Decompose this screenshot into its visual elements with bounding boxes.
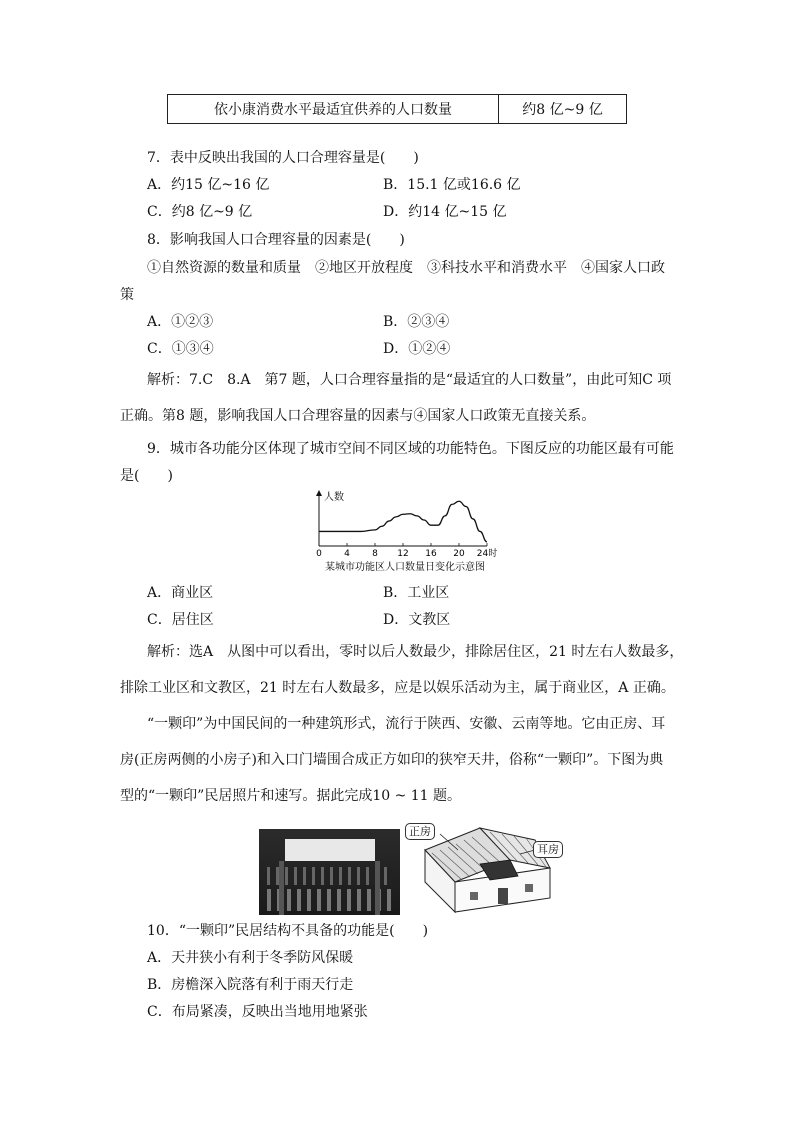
table-label-cell: 依小康消费水平最适宜供养的人口数量	[168, 95, 499, 124]
q9-option-c: C．居住区	[147, 612, 214, 628]
population-table	[167, 94, 627, 124]
label-main-room: 正房	[405, 823, 435, 840]
x-tick-label: 20	[453, 549, 465, 559]
x-tick-label: 24时	[476, 549, 498, 559]
q7-option-a: A．约15 亿~16 亿	[147, 177, 270, 193]
passage-line3: 型的“一颗印”民居照片和速写。据此完成10 ~ 11 题。	[120, 788, 462, 804]
photo-pillar	[375, 861, 380, 915]
q9-stem-line2: 是( )	[120, 468, 173, 484]
q8-factors-line1: ①自然资源的数量和质量 ②地区开放程度 ③科技水平和消费水平 ④国家人口政	[147, 260, 665, 276]
q7-option-c: C．约8 亿~9 亿	[147, 204, 253, 220]
photo-sky	[285, 839, 375, 861]
q9-option-d: D．文教区	[383, 612, 451, 628]
chart-title: 某城市功能区人口数量日变化示意图	[325, 562, 485, 573]
q10-option-c: C．布局紧凑，反映出当地用地紧张	[147, 1004, 368, 1020]
q10-option-b: B．房檐深入院落有利于雨天行走	[147, 977, 354, 993]
q7-option-d: D．约14 亿~15 亿	[383, 204, 507, 220]
q10-stem: 10．“一颗印”民居结构不具备的功能是( )	[147, 923, 429, 939]
analysis2-line1: 解析：选A 从图中可以看出，零时以后人数最少，排除居住区，21 时左右人数最多，	[147, 644, 684, 660]
q9-option-b: B．工业区	[383, 585, 450, 601]
photo-upper-floor	[267, 867, 392, 885]
analysis2-line2: 排除工业区和文教区，21 时左右人数最多，应是以娱乐活动为主，属于商业区，A 正确。	[120, 680, 675, 696]
chart-ticks	[316, 543, 497, 559]
courtyard-photo	[259, 829, 400, 915]
q8-option-a: A．①②③	[147, 314, 214, 330]
x-tick-label: 0	[316, 549, 322, 559]
x-tick-label: 12	[397, 549, 409, 559]
q10-option-a: A．天井狭小有利于冬季防风保暖	[147, 950, 354, 966]
q8-option-b: B．②③④	[383, 314, 450, 330]
table-row	[168, 95, 627, 124]
q8-option-d: D．①②④	[383, 341, 451, 357]
x-tick-label: 4	[344, 549, 350, 559]
q7-stem: 7．表中反映出我国的人口合理容量是( )	[147, 150, 419, 166]
passage-line2: 房(正房两侧的小房子)和入口门墙围合成正方如印的狭窄天井，俗称“一颗印”。下图为典	[120, 752, 664, 768]
q8-stem: 8．影响我国人口合理容量的因素是( )	[147, 232, 405, 248]
table-value-cell: 约8 亿~9 亿	[499, 95, 627, 124]
q9-stem-line1: 9．城市各功能分区体现了城市空间不同区域的功能特色。下图反应的功能区最有可能	[147, 441, 674, 457]
q9-option-a: A．商业区	[147, 585, 214, 601]
q8-option-c: C．①③④	[147, 341, 214, 357]
analysis1-line1: 解析：7.C 8.A 第7 题，人口合理容量指的是“最适宜的人口数量”，由此可知C 项	[147, 372, 672, 388]
label-side-room: 耳房	[533, 841, 563, 858]
series-line	[319, 501, 487, 542]
y-axis-arrow	[316, 490, 322, 496]
population-chart	[305, 488, 505, 574]
photo-lower-floor	[267, 889, 392, 911]
q7-option-b: B．15.1 亿或16.6 亿	[383, 177, 521, 193]
y-axis-label: 人数	[324, 492, 344, 503]
q8-factors-line2: 策	[120, 287, 134, 303]
photo-pillar	[279, 861, 284, 915]
x-tick-label: 8	[372, 549, 378, 559]
x-tick-label: 16	[425, 549, 437, 559]
analysis1-line2: 正确。第8 题，影响我国人口合理容量的因素与④国家人口政策无直接关系。	[120, 408, 596, 424]
passage-line1: “一颗印”为中国民间的一种建筑形式，流行于陕西、安徽、云南等地。它由正房、耳	[147, 716, 666, 732]
